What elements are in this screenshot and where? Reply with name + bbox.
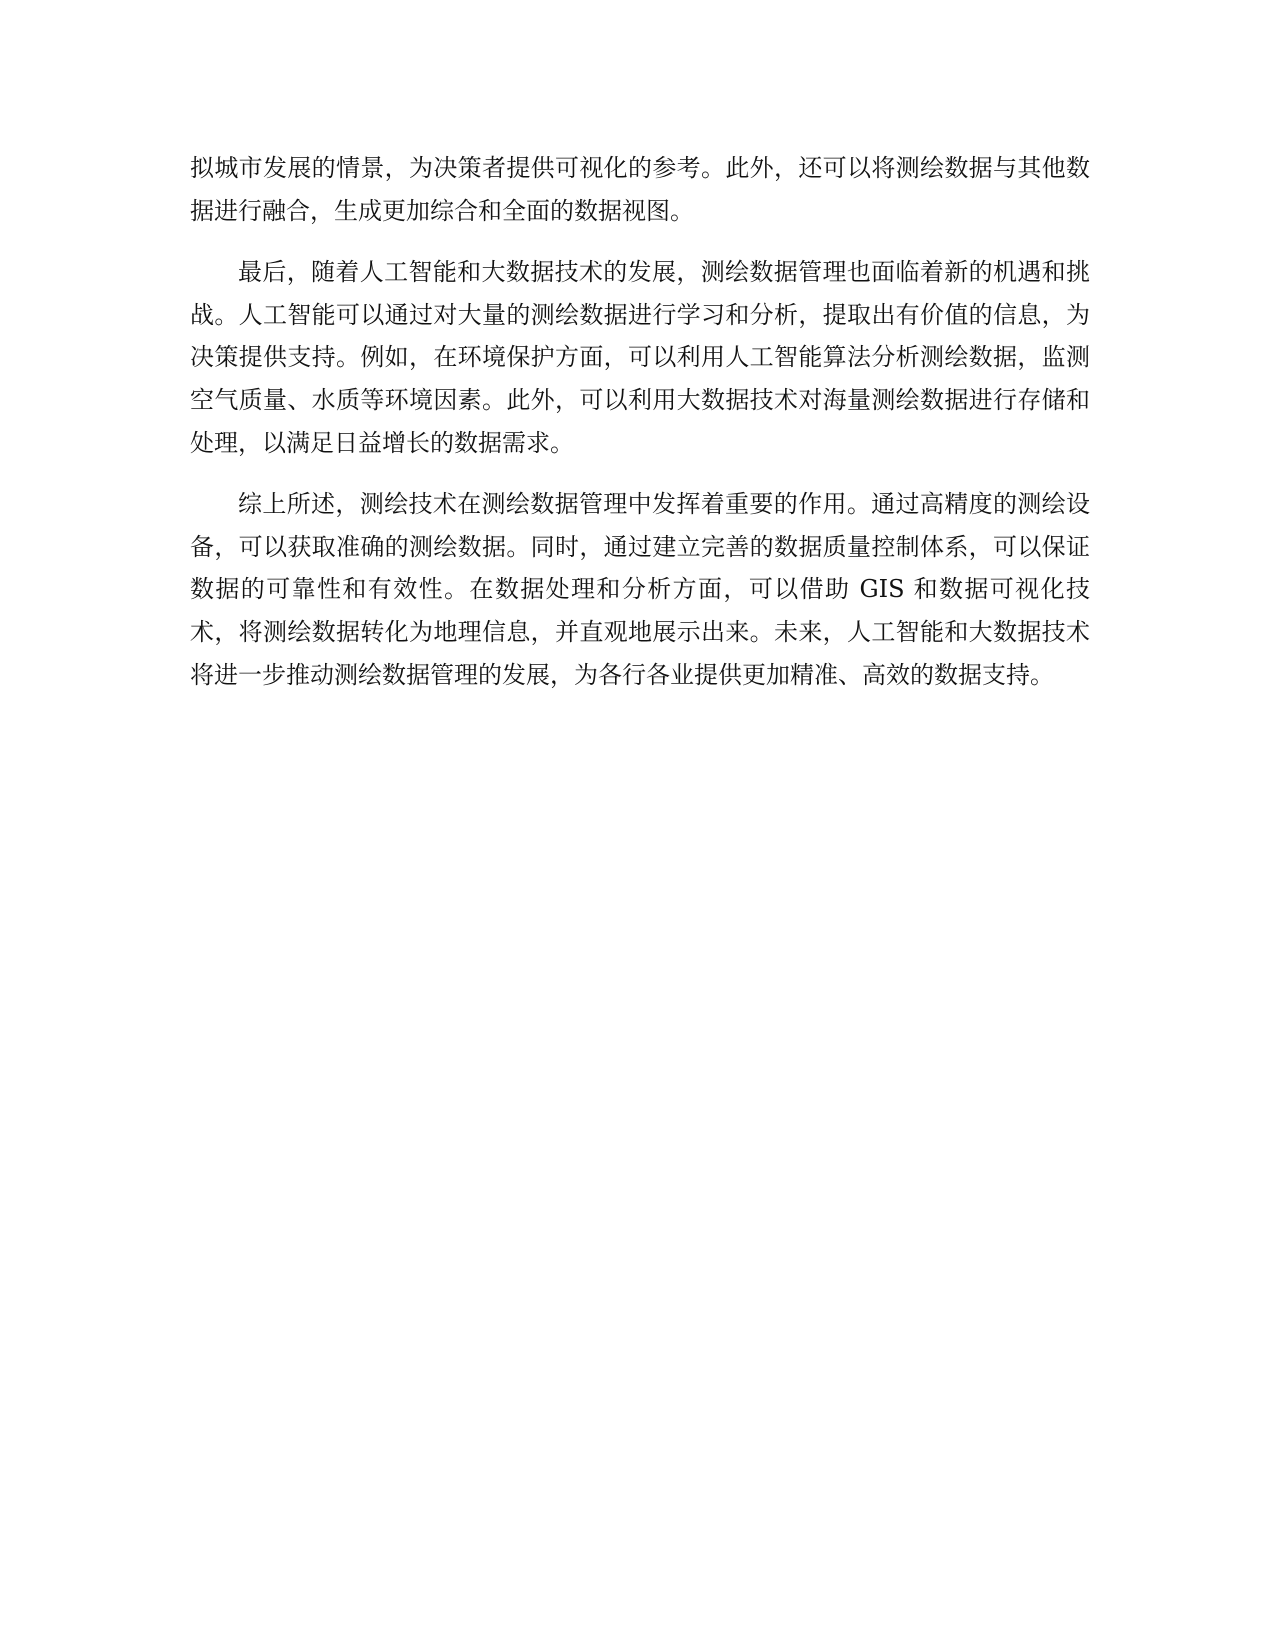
paragraph-conclusion: 综上所述，测绘技术在测绘数据管理中发挥着重要的作用。通过高精度的测绘设备，可以获取准确的测绘数据。同时，通过建立完善的数据质量控制体系，可以保证数据的可靠性和有效性。在数据处理和分析方面，可以借助 GIS 和数据可视化技术，将测绘数据转化为地理信息，并直观地展示出来。未来，人工智能和大数据技术将进一步推动测绘数据管理的发展，为各行各业提供更加精准、高效的数据支持。 (190, 490, 1090, 689)
paragraph-ai-big-data: 最后，随着人工智能和大数据技术的发展，测绘数据管理也面临着新的机遇和挑战。人工智能可以通过对大量的测绘数据进行学习和分析，提取出有价值的信息，为决策提供支持。例如，在环境保护方面，可以利用人工智能算法分析测绘数据，监测空气质量、水质等环境因素。此外，可以利用大数据技术对海量测绘数据进行存储和处理，以满足日益增长的数据需求。 (190, 258, 1090, 457)
paragraph-continuation: 拟城市发展的情景，为决策者提供可视化的参考。此外，还可以将测绘数据与其他数据进行融合，生成更加综合和全面的数据视图。 (190, 154, 1090, 225)
document-body (190, 147, 1090, 696)
